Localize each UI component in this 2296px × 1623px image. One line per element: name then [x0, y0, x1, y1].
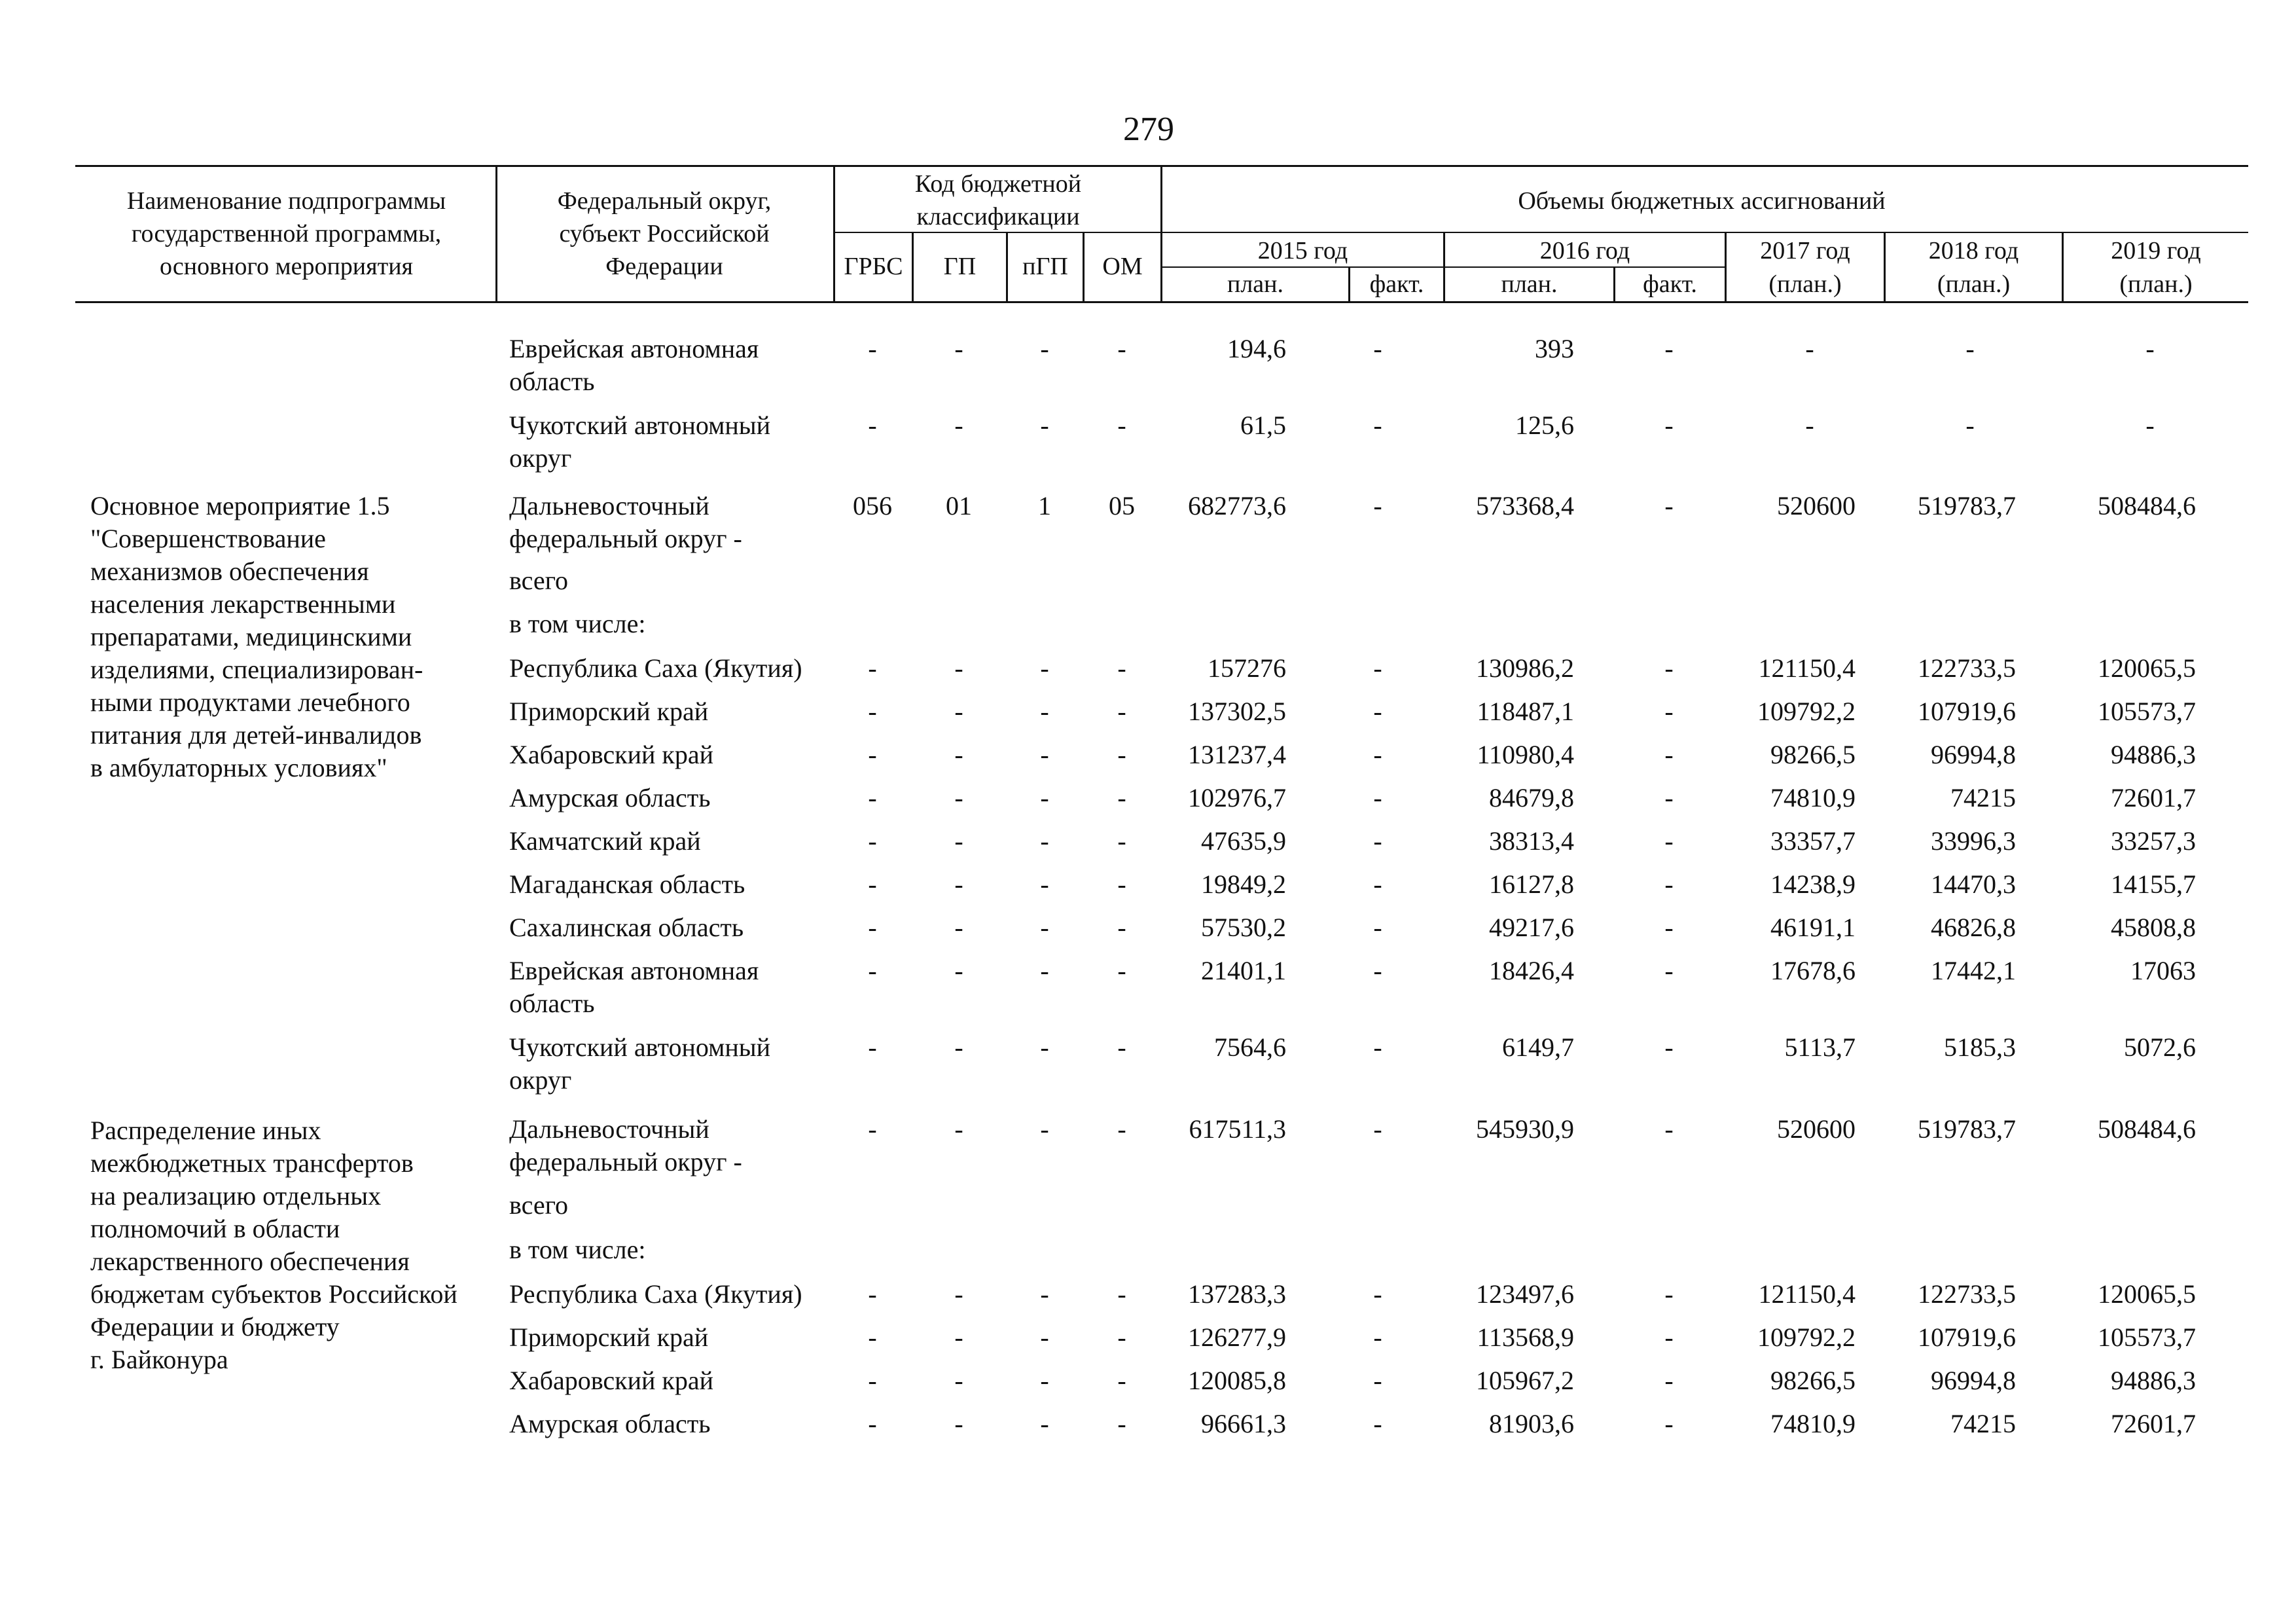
header-plan-2019: (план.): [2119, 270, 2193, 298]
volume-value-cell: 130986,2: [1476, 653, 1574, 683]
fact-value-cell: -: [1664, 697, 1674, 726]
budget-code-cell: -: [868, 740, 877, 769]
budget-code-cell: -: [954, 1114, 963, 1144]
volume-value-cell: -: [1805, 410, 1814, 440]
volume-value-cell: 14155,7: [2111, 869, 2196, 899]
region-name: Еврейская автономная область: [509, 956, 759, 1018]
budget-code-cell: -: [1040, 956, 1049, 985]
budget-code-cell: -: [868, 1409, 877, 1438]
budget-code-cell: -: [954, 1279, 963, 1309]
budget-code-cell: -: [1117, 1032, 1126, 1062]
budget-code-cell: 01: [946, 491, 972, 520]
volume-value-cell: 121150,4: [1758, 653, 1856, 683]
header-code-group: Код бюджетной классификации: [914, 170, 1082, 230]
budget-code-cell: -: [868, 1366, 877, 1395]
region-name: в том числе:: [509, 609, 646, 638]
volume-value-cell: 393: [1535, 334, 1574, 363]
region-name: в том числе:: [509, 1235, 646, 1264]
volume-value-cell: 5185,3: [1944, 1032, 2016, 1062]
volume-value-cell: 113568,9: [1477, 1322, 1574, 1352]
volume-value-cell: 125,6: [1515, 410, 1574, 440]
fact-value-cell: -: [1373, 1409, 1382, 1438]
region-name: всего: [509, 1190, 569, 1220]
region-name: Хабаровский край: [509, 1366, 713, 1395]
budget-code-cell: -: [1117, 1114, 1126, 1144]
volume-value-cell: 617511,3: [1189, 1114, 1286, 1144]
header-year-2018: 2018 год: [1928, 237, 2019, 264]
fact-value-cell: -: [1373, 334, 1382, 363]
budget-code-cell: -: [1040, 697, 1049, 726]
budget-code-cell: -: [1040, 334, 1049, 363]
fact-value-cell: -: [1664, 956, 1674, 985]
volume-value-cell: 131237,4: [1188, 740, 1286, 769]
budget-code-cell: -: [1040, 913, 1049, 942]
volume-value-cell: 19849,2: [1201, 869, 1286, 899]
volume-value-cell: 5113,7: [1784, 1032, 1856, 1062]
budget-code-cell: -: [1117, 869, 1126, 899]
budget-code-cell: -: [868, 410, 877, 440]
volume-value-cell: 14238,9: [1770, 869, 1856, 899]
fact-value-cell: -: [1664, 1409, 1674, 1438]
fact-value-cell: -: [1373, 1322, 1382, 1352]
budget-code-cell: 05: [1109, 491, 1135, 520]
volume-value-cell: 105573,7: [2098, 1322, 2196, 1352]
header-code-grbs: ГРБС: [844, 253, 903, 280]
budget-code-cell: -: [954, 826, 963, 856]
budget-code-cell: -: [868, 653, 877, 683]
volume-value-cell: 519783,7: [1918, 491, 2016, 520]
volume-value-cell: 74810,9: [1770, 1409, 1856, 1438]
header-fact-2015: факт.: [1369, 270, 1424, 298]
activity-description: Основное мероприятие 1.5 "Совершенствование механизмов обеспечения населения лекарственными препаратами, медицинскими изделиями, специализирован- ными продуктами лечебного питания для детей-инвалидов в амбулаторных условиях": [90, 491, 423, 782]
volume-value-cell: -: [2145, 334, 2155, 363]
budget-code-cell: -: [954, 697, 963, 726]
region-name: Республика Саха (Якутия): [509, 653, 802, 683]
region-name: всего: [509, 566, 569, 595]
volume-value-cell: 107919,6: [1918, 697, 2016, 726]
budget-code-cell: -: [954, 410, 963, 440]
budget-code-cell: -: [1117, 1409, 1126, 1438]
region-name: Чукотский автономный округ: [509, 1032, 771, 1095]
fact-value-cell: -: [1664, 410, 1674, 440]
fact-value-cell: -: [1664, 1032, 1674, 1062]
region-name: Приморский край: [509, 1322, 709, 1352]
budget-code-cell: -: [1040, 1322, 1049, 1352]
budget-code-cell: -: [1117, 956, 1126, 985]
region-name: Приморский край: [509, 697, 709, 726]
volume-value-cell: -: [1965, 334, 1975, 363]
volume-value-cell: 47635,9: [1201, 826, 1286, 856]
volume-value-cell: 110980,4: [1477, 740, 1574, 769]
header-region: Федеральный округ, субъект Российской Федерации: [557, 187, 772, 280]
volume-value-cell: 17442,1: [1931, 956, 2016, 985]
fact-value-cell: -: [1664, 913, 1674, 942]
budget-code-cell: -: [954, 1032, 963, 1062]
activity-description: Распределение иных межбюджетных трансфертов на реализацию отдельных полномочий в области лекарственного обеспечения бюджетам субъектов Российской Федерации и бюджету г. Байконура: [90, 1116, 457, 1374]
region-name: Дальневосточный федеральный округ -: [509, 1114, 742, 1176]
region-name: Сахалинская область: [509, 913, 744, 942]
header-year-2017: 2017 год: [1760, 237, 1850, 264]
header-year-2015: 2015 год: [1257, 237, 1348, 264]
volume-value-cell: 17063: [2130, 956, 2196, 985]
budget-code-cell: 1: [1038, 491, 1051, 520]
budget-code-cell: -: [1040, 1032, 1049, 1062]
volume-value-cell: 98266,5: [1770, 740, 1856, 769]
volume-value-cell: 38313,4: [1489, 826, 1574, 856]
volume-value-cell: 96994,8: [1931, 1366, 2016, 1395]
volume-value-cell: 122733,5: [1918, 653, 2016, 683]
budget-code-cell: -: [1040, 783, 1049, 812]
header-plan-2015: план.: [1227, 270, 1283, 298]
fact-value-cell: -: [1373, 1366, 1382, 1395]
region-name: Амурская область: [509, 783, 711, 812]
volume-value-cell: 96994,8: [1931, 740, 2016, 769]
volume-value-cell: 519783,7: [1918, 1114, 2016, 1144]
header-plan-2017: (план.): [1768, 270, 1842, 298]
volume-value-cell: 105573,7: [2098, 697, 2196, 726]
volume-value-cell: 123497,6: [1476, 1279, 1574, 1309]
budget-code-cell: -: [1117, 826, 1126, 856]
volume-value-cell: 74215: [1950, 1409, 2016, 1438]
budget-code-cell: -: [954, 1409, 963, 1438]
budget-code-cell: -: [868, 869, 877, 899]
volume-value-cell: 46191,1: [1770, 913, 1856, 942]
volume-value-cell: 84679,8: [1489, 783, 1574, 812]
volume-value-cell: 49217,6: [1489, 913, 1574, 942]
fact-value-cell: -: [1373, 783, 1382, 812]
volume-value-cell: 520600: [1777, 491, 1856, 520]
header-code-om: ОМ: [1102, 253, 1143, 280]
budget-code-cell: -: [868, 826, 877, 856]
budget-code-cell: -: [1117, 1366, 1126, 1395]
budget-code-cell: -: [1040, 1114, 1049, 1144]
volume-value-cell: 81903,6: [1489, 1409, 1574, 1438]
volume-value-cell: 33996,3: [1931, 826, 2016, 856]
volume-value-cell: 508484,6: [2098, 1114, 2196, 1144]
region-name: Республика Саха (Якутия): [509, 1279, 802, 1309]
budget-code-cell: -: [1040, 869, 1049, 899]
volume-value-cell: 102976,7: [1188, 783, 1286, 812]
volume-value-cell: -: [1805, 334, 1814, 363]
volume-value-cell: 107919,6: [1918, 1322, 2016, 1352]
budget-code-cell: -: [1040, 740, 1049, 769]
volume-value-cell: 57530,2: [1201, 913, 1286, 942]
header-name: Наименование подпрограммы государственной программы, основного мероприятия: [126, 187, 446, 280]
fact-value-cell: -: [1664, 653, 1674, 683]
fact-value-cell: -: [1373, 1032, 1382, 1062]
fact-value-cell: -: [1373, 956, 1382, 985]
budget-code-cell: -: [954, 869, 963, 899]
budget-code-cell: -: [868, 1322, 877, 1352]
volume-value-cell: 508484,6: [2098, 491, 2196, 520]
budget-code-cell: -: [1117, 913, 1126, 942]
page-number: 279: [1123, 111, 1174, 148]
region-name: Хабаровский край: [509, 740, 713, 769]
region-name: Магаданская область: [509, 869, 745, 899]
volume-value-cell: 120085,8: [1188, 1366, 1286, 1395]
volume-value-cell: 72601,7: [2111, 783, 2196, 812]
volume-value-cell: 74215: [1950, 783, 2016, 812]
fact-value-cell: -: [1664, 1279, 1674, 1309]
volume-value-cell: 45808,8: [2111, 913, 2196, 942]
budget-code-cell: -: [1117, 1279, 1126, 1309]
budget-code-cell: -: [868, 913, 877, 942]
fact-value-cell: -: [1664, 740, 1674, 769]
volume-value-cell: 105967,2: [1476, 1366, 1574, 1395]
budget-code-cell: 056: [853, 491, 892, 520]
budget-code-cell: -: [954, 913, 963, 942]
region-name: Еврейская автономная область: [509, 334, 759, 396]
fact-value-cell: -: [1664, 334, 1674, 363]
volume-value-cell: 545930,9: [1476, 1114, 1574, 1144]
region-name: Амурская область: [509, 1409, 711, 1438]
budget-code-cell: -: [868, 1279, 877, 1309]
volume-value-cell: 194,6: [1227, 334, 1286, 363]
fact-value-cell: -: [1373, 410, 1382, 440]
volume-value-cell: 72601,7: [2111, 1409, 2196, 1438]
region-name: Камчатский край: [509, 826, 701, 856]
volume-value-cell: 120065,5: [2098, 653, 2196, 683]
fact-value-cell: -: [1373, 869, 1382, 899]
volume-value-cell: 14470,3: [1931, 869, 2016, 899]
budget-code-cell: -: [868, 1114, 877, 1144]
volume-value-cell: 121150,4: [1758, 1279, 1856, 1309]
budget-code-cell: -: [1117, 410, 1126, 440]
budget-code-cell: -: [1117, 783, 1126, 812]
volume-value-cell: -: [2145, 410, 2155, 440]
fact-value-cell: -: [1373, 491, 1382, 520]
volume-value-cell: 157276: [1208, 653, 1286, 683]
budget-code-cell: -: [954, 956, 963, 985]
region-name: Чукотский автономный округ: [509, 410, 771, 473]
header-code-pgp: пГП: [1022, 253, 1068, 280]
budget-code-cell: -: [954, 783, 963, 812]
volume-value-cell: 74810,9: [1770, 783, 1856, 812]
budget-code-cell: -: [1040, 826, 1049, 856]
budget-code-cell: -: [868, 956, 877, 985]
header-plan-2016: план.: [1501, 270, 1558, 298]
volume-value-cell: 33257,3: [2111, 826, 2196, 856]
header-volume-group: Объемы бюджетных ассигнований: [1518, 187, 1886, 215]
volume-value-cell: 682773,6: [1188, 491, 1286, 520]
fact-value-cell: -: [1664, 491, 1674, 520]
budget-code-cell: -: [1040, 653, 1049, 683]
volume-value-cell: 120065,5: [2098, 1279, 2196, 1309]
volume-value-cell: 17678,6: [1770, 956, 1856, 985]
volume-value-cell: 96661,3: [1201, 1409, 1286, 1438]
col-divider: [495, 165, 497, 302]
budget-code-cell: -: [1040, 1366, 1049, 1395]
volume-value-cell: 94886,3: [2111, 740, 2196, 769]
fact-value-cell: -: [1373, 913, 1382, 942]
volume-value-cell: 94886,3: [2111, 1366, 2196, 1395]
budget-code-cell: -: [1040, 410, 1049, 440]
budget-code-cell: -: [1117, 740, 1126, 769]
volume-value-cell: 137302,5: [1188, 697, 1286, 726]
volume-value-cell: 137283,3: [1188, 1279, 1286, 1309]
budget-code-cell: -: [868, 334, 877, 363]
volume-value-cell: 18426,4: [1489, 956, 1574, 985]
volume-value-cell: 573368,4: [1476, 491, 1574, 520]
budget-code-cell: -: [1117, 697, 1126, 726]
volume-value-cell: 6149,7: [1502, 1032, 1574, 1062]
volume-value-cell: -: [1965, 410, 1975, 440]
fact-value-cell: -: [1373, 1114, 1382, 1144]
budget-code-cell: -: [954, 334, 963, 363]
budget-code-cell: -: [954, 1366, 963, 1395]
volume-value-cell: 5072,6: [2124, 1032, 2196, 1062]
volume-value-cell: 118487,1: [1477, 697, 1574, 726]
volume-value-cell: 33357,7: [1770, 826, 1856, 856]
header-fact-2016: факт.: [1643, 270, 1697, 298]
budget-code-cell: -: [868, 697, 877, 726]
fact-value-cell: -: [1373, 740, 1382, 769]
fact-value-cell: -: [1373, 826, 1382, 856]
fact-value-cell: -: [1664, 826, 1674, 856]
budget-code-cell: -: [1040, 1409, 1049, 1438]
fact-value-cell: -: [1664, 1366, 1674, 1395]
volume-value-cell: 46826,8: [1931, 913, 2016, 942]
volume-value-cell: 109792,2: [1757, 1322, 1856, 1352]
fact-value-cell: -: [1664, 783, 1674, 812]
header-plan-2018: (план.): [1937, 270, 2011, 298]
budget-code-cell: -: [868, 783, 877, 812]
fact-value-cell: -: [1373, 1279, 1382, 1309]
budget-code-cell: -: [954, 740, 963, 769]
budget-code-cell: -: [1117, 1322, 1126, 1352]
volume-value-cell: 520600: [1777, 1114, 1856, 1144]
header-year-2016: 2016 год: [1539, 237, 1630, 264]
fact-value-cell: -: [1664, 869, 1674, 899]
volume-value-cell: 16127,8: [1489, 869, 1574, 899]
budget-code-cell: -: [954, 653, 963, 683]
volume-value-cell: 122733,5: [1918, 1279, 2016, 1309]
volume-value-cell: 126277,9: [1188, 1322, 1286, 1352]
years-rule: [1162, 232, 2248, 233]
budget-code-cell: -: [1117, 334, 1126, 363]
budget-code-cell: -: [954, 1322, 963, 1352]
budget-code-cell: -: [1117, 653, 1126, 683]
fact-value-cell: -: [1373, 653, 1382, 683]
volume-value-cell: 98266,5: [1770, 1366, 1856, 1395]
volume-value-cell: 7564,6: [1214, 1032, 1286, 1062]
budget-code-cell: -: [1040, 1279, 1049, 1309]
fact-value-cell: -: [1664, 1322, 1674, 1352]
fact-value-cell: -: [1373, 697, 1382, 726]
volume-value-cell: 109792,2: [1757, 697, 1856, 726]
header-year-2019: 2019 год: [2111, 237, 2201, 264]
region-name: Дальневосточный федеральный округ -: [509, 491, 742, 553]
fact-value-cell: -: [1664, 1114, 1674, 1144]
volume-value-cell: 61,5: [1240, 410, 1286, 440]
header-code-gp: ГП: [943, 253, 977, 280]
budget-code-cell: -: [868, 1032, 877, 1062]
volume-value-cell: 21401,1: [1201, 956, 1286, 985]
